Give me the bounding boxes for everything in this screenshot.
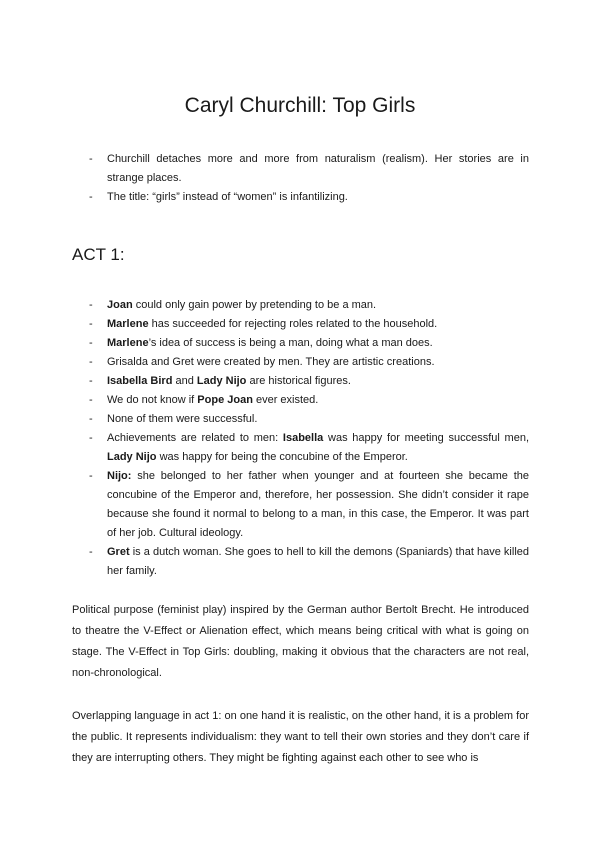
dash-marker: -	[89, 375, 93, 387]
list-item	[89, 429, 529, 467]
bold-name: Joan	[107, 299, 133, 311]
list-item	[89, 315, 529, 334]
item-text: None of them were successful.	[107, 413, 258, 425]
item-text: Achievements are related to men:	[107, 432, 283, 444]
item-text: and	[172, 375, 197, 387]
paragraph: Overlapping language in act 1: on one hand it is realistic, on the other hand, it is a problem for the public. It represents individualism: they want to tell their own stories and they don’t care if they are interrupting others. They might be fighting against each other to see who is	[72, 710, 529, 764]
paragraph: Political purpose (feminist play) inspired by the German author Bertolt Brecht. He introduced to theatre the V-Effect or Alienation effect, which means being critical with what is going on stage. The V-Effect in Top Girls: doubling, making it obvious that the characters are not real, non-chronological.	[72, 604, 529, 679]
list-item	[89, 334, 529, 353]
dash-marker: -	[89, 191, 93, 203]
item-text: ever existed.	[252, 394, 319, 406]
dash-marker: -	[89, 153, 93, 165]
bold-name: Marlene	[107, 337, 149, 349]
item-text: is a dutch woman. She goes to hell to kill the demons (Spaniards) that have killed her family.	[107, 546, 529, 577]
dash-marker: -	[89, 299, 93, 311]
item-text: ’s idea of success is being a man, doing what a man does.	[148, 337, 433, 349]
bold-name: Marlene	[107, 318, 149, 330]
act-bullet-list	[89, 296, 529, 581]
item-text: are historical figures.	[246, 375, 351, 387]
list-item	[89, 372, 529, 391]
dash-marker: -	[89, 470, 93, 482]
item-text: We do not know if	[107, 394, 198, 406]
dash-marker: -	[89, 356, 93, 368]
list-item	[89, 467, 529, 543]
list-item	[89, 353, 529, 372]
dash-marker: -	[89, 337, 93, 349]
bold-name: Isabella	[282, 432, 324, 444]
item-text: Grisalda and Gret were created by men. They are artistic creations.	[107, 356, 435, 368]
list-item	[89, 188, 529, 207]
item-text: The title: “girls” instead of “women” is infantilizing.	[107, 191, 348, 203]
dash-marker: -	[89, 318, 93, 330]
bold-name: Pope Joan	[197, 394, 253, 406]
list-item	[89, 150, 529, 188]
dash-marker: -	[89, 432, 93, 444]
item-text: could only gain power by pretending to be a man.	[132, 299, 377, 311]
page-title: Caryl Churchill: Top Girls	[184, 94, 416, 117]
dash-marker: -	[89, 546, 93, 558]
bold-name: Lady Nijo	[196, 375, 247, 387]
bold-name: Nijo:	[107, 470, 132, 482]
item-text: has succeeded for rejecting roles related to the household.	[148, 318, 438, 330]
item-text: Churchill detaches more and more from naturalism (realism). Her stories are in strange places.	[107, 153, 529, 184]
dash-marker: -	[89, 394, 93, 406]
dash-marker: -	[89, 413, 93, 425]
item-text: she belonged to her father when younger and at fourteen she became the concubine of the Emperor and, therefore, her possession. She didn’t consider it rape because she found it normal to belong to a man, in this case, the Emperor. It was part of her job. Cultural ideology.	[107, 470, 529, 539]
list-item	[89, 296, 529, 315]
list-item	[89, 410, 529, 429]
bold-name: Lady Nijo	[107, 451, 157, 463]
act-heading: ACT 1:	[72, 245, 125, 264]
list-item	[89, 543, 529, 581]
list-item	[89, 391, 529, 410]
bold-name: Gret	[107, 546, 130, 558]
item-text: was happy for meeting successful men,	[323, 432, 529, 444]
item-text: was happy for being the concubine of the Emperor.	[156, 451, 408, 463]
intro-bullet-list	[89, 150, 529, 207]
bold-name: Isabella Bird	[107, 375, 173, 387]
